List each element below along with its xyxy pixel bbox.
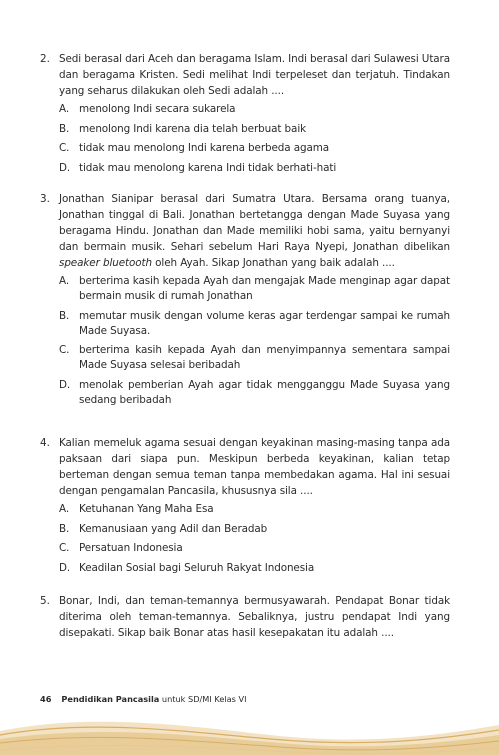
- option-label: C.: [59, 542, 70, 554]
- option-text: Kemanusiaan yang Adil dan Beradab: [79, 522, 268, 535]
- options-list: [59, 274, 450, 408]
- question-text-part: oleh Ayah. Sikap Jonathan yang baik adalah ....: [151, 257, 395, 269]
- question-text: [59, 191, 450, 271]
- option-label: B.: [59, 522, 70, 535]
- option-text: berterima kasih kepada Ayah dan menyimpannya sementara sampai Made Suyasa selesai beribadah: [79, 344, 450, 371]
- option-label: A.: [59, 275, 70, 287]
- option-label: A.: [59, 103, 70, 115]
- question-2: [40, 51, 450, 180]
- question-number: 2.: [40, 53, 50, 65]
- option-c[interactable]: [59, 541, 450, 556]
- option-text: Ketuhanan Yang Maha Esa: [79, 503, 214, 515]
- question-text-part: Jonathan Sianipar berasal dari Sumatra Utara. Bersama orang tuanya, Jonathan tinggal di Bali. Jonathan bertetangga dengan Made Suyasa yang beragama Hindu. Jonathan dan Made memiliki hobi sama, yaitu bernyanyi dan bermain musik. Sehari sebelum Hari Raya Nyepi, Jonathan dibelikan: [59, 193, 450, 253]
- decorative-wave: [0, 705, 499, 755]
- question-5: [40, 593, 450, 641]
- option-label: B.: [59, 122, 70, 135]
- options-list: [59, 102, 450, 176]
- page-number: 46: [40, 694, 52, 704]
- option-a[interactable]: [59, 274, 450, 304]
- option-d[interactable]: [59, 378, 450, 408]
- option-a[interactable]: [59, 102, 450, 117]
- option-label: D.: [59, 378, 71, 391]
- option-label: C.: [59, 142, 70, 154]
- option-label: D.: [59, 561, 71, 574]
- question-3: [40, 191, 450, 412]
- option-d[interactable]: [59, 161, 450, 176]
- option-c[interactable]: [59, 343, 450, 373]
- question-text-italic: speaker bluetooth: [59, 257, 152, 269]
- option-label: D.: [59, 161, 71, 174]
- option-d[interactable]: [59, 561, 450, 576]
- option-label: C.: [59, 344, 70, 356]
- question-number: 5.: [40, 595, 50, 607]
- option-text: tidak mau menolong Indi karena berbeda agama: [79, 142, 330, 154]
- option-b[interactable]: [59, 309, 450, 339]
- book-title: Pendidikan Pancasila: [61, 694, 160, 704]
- option-text: berterima kasih kepada Ayah dan mengajak Made menginap agar dapat bermain musik di rumah Jonathan: [79, 275, 450, 302]
- option-text: memutar musik dengan volume keras agar terdengar sampai ke rumah Made Suyasa.: [79, 309, 450, 337]
- question-4: [40, 435, 450, 580]
- option-b[interactable]: [59, 122, 450, 137]
- question-text: Sedi berasal dari Aceh dan beragama Islam. Indi berasal dari Sulawesi Utara dan beragama Kristen. Sedi melihat Indi terpeleset dan terjatuh. Tindakan yang seharus dilakukan oleh Sedi adalah ....: [59, 53, 450, 97]
- option-c[interactable]: [59, 141, 450, 156]
- option-b[interactable]: [59, 522, 450, 537]
- option-a[interactable]: [59, 502, 450, 517]
- option-label: B.: [59, 309, 70, 322]
- option-text: menolong Indi secara sukarela: [79, 103, 236, 115]
- option-text: menolong Indi karena dia telah berbuat baik: [79, 122, 307, 135]
- question-number: 4.: [40, 437, 50, 449]
- option-text: Persatuan Indonesia: [79, 542, 183, 554]
- question-text: Bonar, Indi, dan teman-temannya bermusyawarah. Pendapat Bonar tidak diterima oleh teman-temannya. Sebaliknya, justru pendapat Indi yang disepakati. Sikap baik Bonar atas hasil kesepakatan itu adalah ....: [59, 595, 450, 639]
- option-text: menolak pemberian Ayah agar tidak mengganggu Made Suyasa yang sedang beribadah: [79, 378, 450, 406]
- question-number: 3.: [40, 193, 50, 205]
- option-label: A.: [59, 503, 70, 515]
- option-text: tidak mau menolong karena Indi tidak berhati-hati: [79, 161, 337, 174]
- book-subtitle: untuk SD/MI Kelas VI: [161, 694, 247, 704]
- options-list: [59, 502, 450, 576]
- page-footer: [40, 694, 247, 704]
- option-text: Keadilan Sosial bagi Seluruh Rakyat Indonesia: [79, 561, 315, 574]
- question-text: Kalian memeluk agama sesuai dengan keyakinan masing-masing tanpa ada paksaan dari siapa pun. Meskipun berbeda keyakinan, kalian tetap berteman dengan semua teman tanpa membedakan agama. Hal ini sesuai dengan pengamalan Pancasila, khususnya sila ....: [59, 437, 450, 497]
